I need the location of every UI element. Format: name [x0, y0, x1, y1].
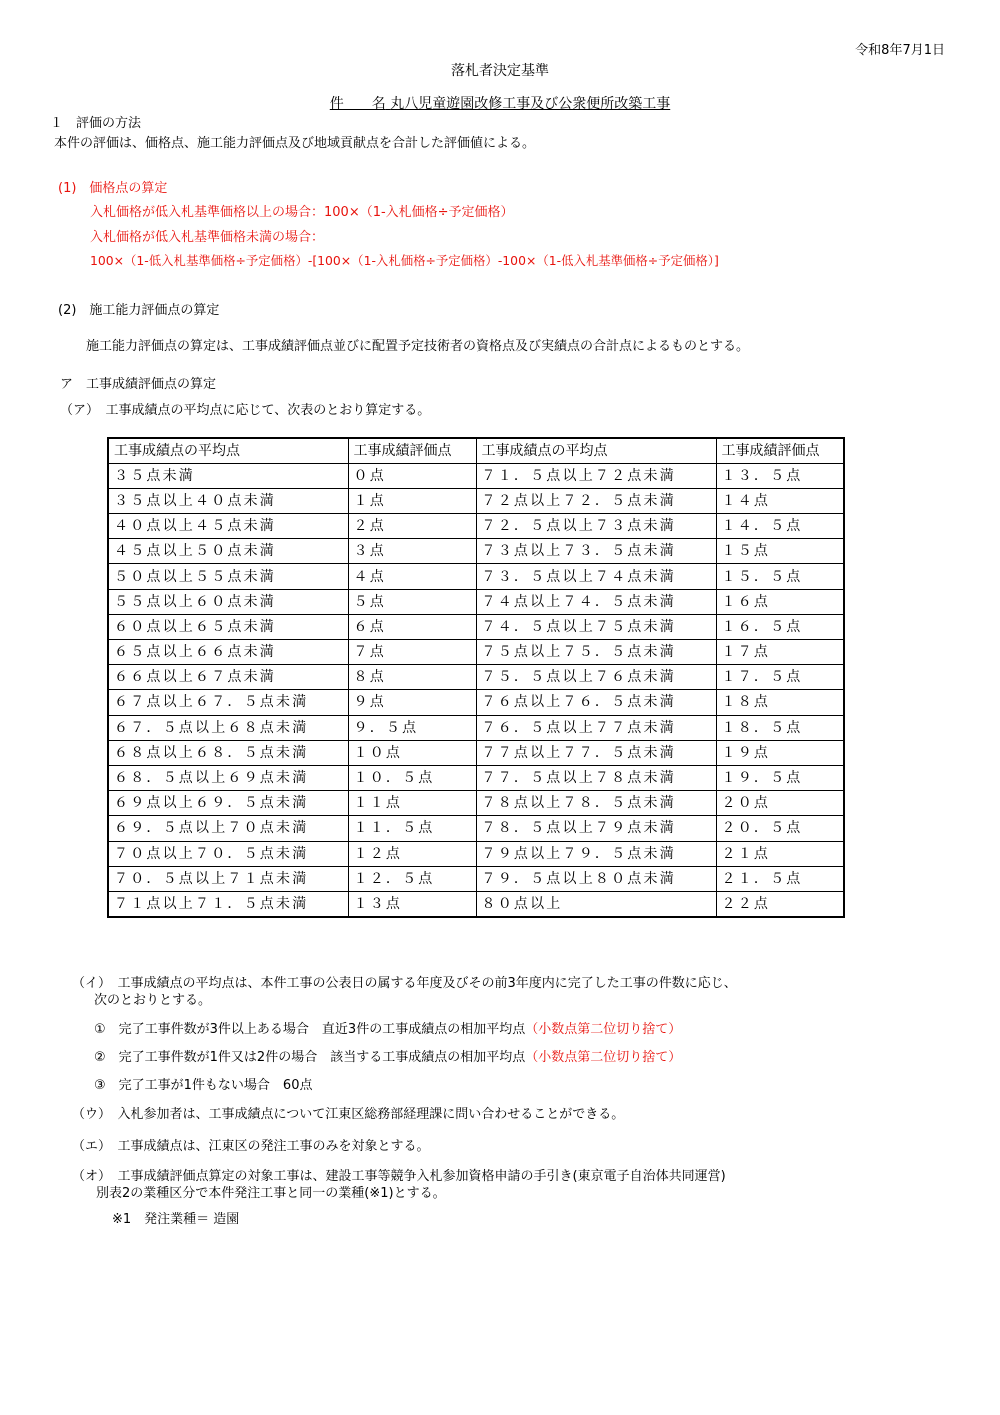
column-header: 工事成績点の平均点	[476, 438, 716, 463]
table-cell: ７８．５点以上７９点未満	[476, 816, 716, 841]
table-cell: ７５点以上７５．５点未満	[476, 640, 716, 665]
table-cell: １６点	[716, 589, 844, 614]
table-cell: ２０点	[716, 791, 844, 816]
table-cell: １７点	[716, 640, 844, 665]
table-row	[108, 816, 844, 841]
table-cell: ６９．５点以上７０点未満	[108, 816, 348, 841]
table-cell: ７７．５点以上７８点未満	[476, 765, 716, 790]
table-cell: １８．５点	[716, 715, 844, 740]
table-cell: １１．５点	[348, 816, 476, 841]
table-row	[108, 866, 844, 891]
note-i-line2: 次のとおりとする。	[94, 993, 212, 1008]
table-row	[108, 463, 844, 488]
table-cell: １２．５点	[348, 866, 476, 891]
table-cell: １４点	[716, 488, 844, 513]
table-row	[108, 514, 844, 539]
table-cell: ７９．５点以上８０点未満	[476, 866, 716, 891]
table-cell: ２１点	[716, 841, 844, 866]
table-cell: ７点	[348, 640, 476, 665]
table-row	[108, 488, 844, 513]
table-cell: ６０点以上６５点未満	[108, 614, 348, 639]
table-cell: １２点	[348, 841, 476, 866]
table-cell: ５点	[348, 589, 476, 614]
price-formula-below-label: 入札価格が低入札基準価格未満の場合：	[90, 230, 325, 245]
condition-1-text: ① 完了工事件数が3件以上ある場合 直近3件の工事成績点の相加平均点	[94, 1022, 526, 1037]
price-formula-above: 入札価格が低入札基準価格以上の場合：100×（1-入札価格÷予定価格）	[90, 205, 514, 220]
table-cell: ２点	[348, 514, 476, 539]
condition-2-rounding: （小数点第二位切り捨て）	[525, 1050, 682, 1065]
table-cell: ３５点未満	[108, 463, 348, 488]
table-cell: ７６点以上７６．５点未満	[476, 690, 716, 715]
table-cell: ３５点以上４０点未満	[108, 488, 348, 513]
table-cell: ７４点以上７４．５点未満	[476, 589, 716, 614]
table-cell: ４５点以上５０点未満	[108, 539, 348, 564]
table-cell: １３．５点	[716, 463, 844, 488]
capability-text: 施工能力評価点の算定は、工事成績評価点並びに配置予定技術者の資格点及び実績点の合計点によるものとする。	[86, 339, 750, 354]
table-row	[108, 740, 844, 765]
table-cell: ２１．５点	[716, 866, 844, 891]
table-cell: ６７点以上６７．５点未満	[108, 690, 348, 715]
table-cell: ９点	[348, 690, 476, 715]
column-header: 工事成績評価点	[348, 438, 476, 463]
table-cell: ６５点以上６６点未満	[108, 640, 348, 665]
table-cell: ７３．５点以上７４点未満	[476, 564, 716, 589]
table-cell: ７８点以上７８．５点未満	[476, 791, 716, 816]
table-cell: ２２点	[716, 891, 844, 916]
subsection-a-line: （ア） 工事成績点の平均点に応じて、次表のとおり算定する。	[60, 403, 431, 418]
table-cell: １点	[348, 488, 476, 513]
page-title: 落札者決定基準	[451, 63, 549, 79]
table-cell: ７９点以上７９．５点未満	[476, 841, 716, 866]
condition-1-rounding: （小数点第二位切り捨て）	[525, 1022, 682, 1037]
subject-name: 丸八児童遊園改修工事及び公衆便所改築工事	[390, 96, 671, 112]
table-cell: １０点	[348, 740, 476, 765]
table-cell: ６９点以上６９．５点未満	[108, 791, 348, 816]
table-row	[108, 690, 844, 715]
table-row	[108, 665, 844, 690]
table-cell: ８０点以上	[476, 891, 716, 916]
table-row	[108, 589, 844, 614]
table-cell: ０点	[348, 463, 476, 488]
table-cell: ５０点以上５５点未満	[108, 564, 348, 589]
table-row	[108, 715, 844, 740]
table-cell: ７３点以上７３．５点未満	[476, 539, 716, 564]
table-cell: ９．５点	[348, 715, 476, 740]
subject-label: 件 名	[329, 96, 386, 112]
table-cell: １９．５点	[716, 765, 844, 790]
table-cell: ３点	[348, 539, 476, 564]
table-cell: １３点	[348, 891, 476, 916]
table-row	[108, 841, 844, 866]
table-cell: ７４．５点以上７５点未満	[476, 614, 716, 639]
subsection-heading: ア 工事成績評価点の算定	[60, 377, 217, 392]
table-cell: ７５．５点以上７６点未満	[476, 665, 716, 690]
table-cell: １４．５点	[716, 514, 844, 539]
note-o-line1: （オ） 工事成績評価点算定の対象工事は、建設工事等競争入札参加資格申請の手引き(東京電子自治体共同運営)	[72, 1169, 726, 1184]
date: 令和8年7月1日	[855, 43, 945, 58]
table-cell: ６８点以上６８．５点未満	[108, 740, 348, 765]
note-i-line1: （イ） 工事成績点の平均点は、本件工事の公表日の属する年度及びその前3年度内に完了した工事の件数に応じ、	[72, 976, 737, 991]
table-cell: ７０点以上７０．５点未満	[108, 841, 348, 866]
table-cell: １５点	[716, 539, 844, 564]
table-row	[108, 564, 844, 589]
table-cell: １１点	[348, 791, 476, 816]
table-cell: ７２点以上７２．５点未満	[476, 488, 716, 513]
column-header: 工事成績評価点	[716, 438, 844, 463]
table-cell: ７２．５点以上７３点未満	[476, 514, 716, 539]
table-cell: ４点	[348, 564, 476, 589]
price-formula-below: 100×（1-低入札基準価格÷予定価格）-[100×（1-入札価格÷予定価格）-100×（1-低入札基準価格÷予定価格）]	[90, 253, 719, 268]
table-cell: １０．５点	[348, 765, 476, 790]
table-cell: ８点	[348, 665, 476, 690]
table-cell: ６７．５点以上６８点未満	[108, 715, 348, 740]
table-cell: １９点	[716, 740, 844, 765]
table-cell: ５５点以上６０点未満	[108, 589, 348, 614]
table-cell: １５．５点	[716, 564, 844, 589]
price-heading: (1) 価格点の算定	[58, 181, 168, 196]
table-header-row	[108, 438, 844, 463]
section-heading: １ 評価の方法	[50, 116, 142, 131]
note-e: （エ） 工事成績点は、江東区の発注工事のみを対象とする。	[72, 1139, 430, 1154]
column-header: 工事成績点の平均点	[108, 438, 348, 463]
table-cell: １７．５点	[716, 665, 844, 690]
capability-heading: (2) 施工能力評価点の算定	[58, 303, 220, 318]
table-row	[108, 891, 844, 916]
table-cell: ６点	[348, 614, 476, 639]
table-cell: ４０点以上４５点未満	[108, 514, 348, 539]
condition-2-text: ② 完了工事件数が1件又は2件の場合 該当する工事成績点の相加平均点	[94, 1050, 526, 1065]
condition-3: ③ 完了工事が1件もない場合 60点	[94, 1078, 313, 1093]
table-cell: ２０．５点	[716, 816, 844, 841]
table-row	[108, 539, 844, 564]
condition-2	[94, 1051, 681, 1064]
table-row	[108, 614, 844, 639]
table-cell: ７７点以上７７．５点未満	[476, 740, 716, 765]
table-cell: ７６．５点以上７７点未満	[476, 715, 716, 740]
footnote: ※1 発注業種＝ 造園	[112, 1212, 240, 1227]
note-o-line2: 別表2の業種区分で本件発注工事と同一の業種(※1)とする。	[96, 1186, 446, 1201]
table-cell: １８点	[716, 690, 844, 715]
table-cell: ６６点以上６７点未満	[108, 665, 348, 690]
table-cell: ７１点以上７１．５点未満	[108, 891, 348, 916]
table-cell: ６８．５点以上６９点未満	[108, 765, 348, 790]
subject-line	[0, 97, 1000, 111]
table-cell: ７０．５点以上７１点未満	[108, 866, 348, 891]
table-cell: ７１．５点以上７２点未満	[476, 463, 716, 488]
score-table	[107, 437, 845, 918]
table-cell: １６．５点	[716, 614, 844, 639]
table-row	[108, 791, 844, 816]
table-row	[108, 765, 844, 790]
table-row	[108, 640, 844, 665]
note-u: （ウ） 入札参加者は、工事成績点について江東区総務部経理課に問い合わせることができる。	[72, 1107, 625, 1122]
condition-1	[94, 1023, 681, 1036]
section-intro: 本件の評価は、価格点、施工能力評価点及び地域貢献点を合計した評価値による。	[54, 136, 536, 151]
